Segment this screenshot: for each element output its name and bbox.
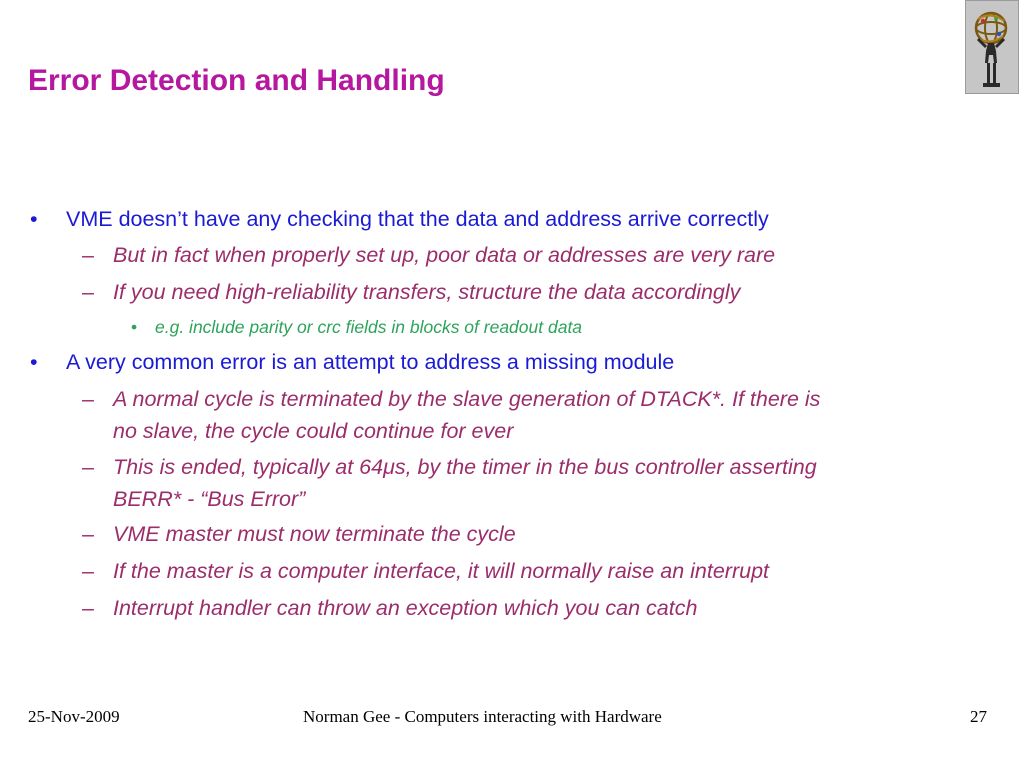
sub-bullet-text: But in fact when properly set up, poor data or addresses are very rare — [113, 243, 776, 267]
sub-bullet-item — [0, 522, 1024, 552]
sub-sub-bullet-marker: • — [131, 317, 138, 337]
sub-bullet-item — [0, 455, 1024, 485]
sub-bullet-text: A normal cycle is terminated by the slave generation of DTACK*. If there is — [113, 387, 821, 411]
sub-bullet-marker: – — [82, 243, 94, 267]
sub-bullet-item — [0, 596, 1024, 626]
page-number: 27 — [970, 707, 987, 726]
sub-bullet-marker: – — [82, 559, 94, 583]
sub-bullet-text: If you need high-reliability transfers, structure the data accordingly — [113, 280, 741, 304]
sub-bullet-marker: – — [82, 387, 94, 411]
sub-bullet-text: If the master is a computer interface, it will normally raise an interrupt — [113, 559, 770, 583]
sub-bullet-text-continued: BERR* - “Bus Error” — [113, 487, 306, 511]
sub-bullet-continuation — [0, 487, 1024, 517]
atlas-figure-with-globe-icon — [966, 1, 1018, 93]
sub-bullet-text: Interrupt handler can throw an exception which you can catch — [113, 596, 698, 620]
sub-bullet-continuation — [0, 419, 1024, 449]
sub-bullet-marker: – — [82, 280, 94, 304]
slide-title: Error Detection and Handling — [28, 64, 445, 97]
bullet-item — [0, 350, 1024, 380]
sub-bullet-item — [0, 280, 1024, 310]
sub-bullet-marker: – — [82, 522, 94, 546]
bullet-marker: • — [30, 350, 38, 374]
bullet-item — [0, 207, 1024, 237]
sub-bullet-item — [0, 243, 1024, 273]
sub-bullet-text-continued: no slave, the cycle could continue for ever — [113, 419, 514, 443]
sub-sub-bullet-text: e.g. include parity or crc fields in blocks of readout data — [155, 317, 583, 337]
footer-date: 25-Nov-2009 — [28, 707, 120, 726]
sub-bullet-marker: – — [82, 455, 94, 479]
bullet-marker: • — [30, 207, 38, 231]
sub-bullet-item — [0, 387, 1024, 417]
footer-title: Norman Gee - Computers interacting with Hardware — [303, 707, 662, 726]
bullet-text: VME doesn’t have any checking that the data and address arrive correctly — [66, 207, 769, 231]
atlas-logo — [965, 0, 1019, 94]
bullet-text: A very common error is an attempt to address a missing module — [66, 350, 675, 374]
sub-bullet-text: VME master must now terminate the cycle — [113, 522, 516, 546]
sub-bullet-item — [0, 559, 1024, 589]
sub-bullet-text: This is ended, typically at 64μs, by the timer in the bus controller asserting — [113, 455, 817, 479]
sub-sub-bullet-item — [0, 317, 1024, 347]
sub-bullet-marker: – — [82, 596, 94, 620]
